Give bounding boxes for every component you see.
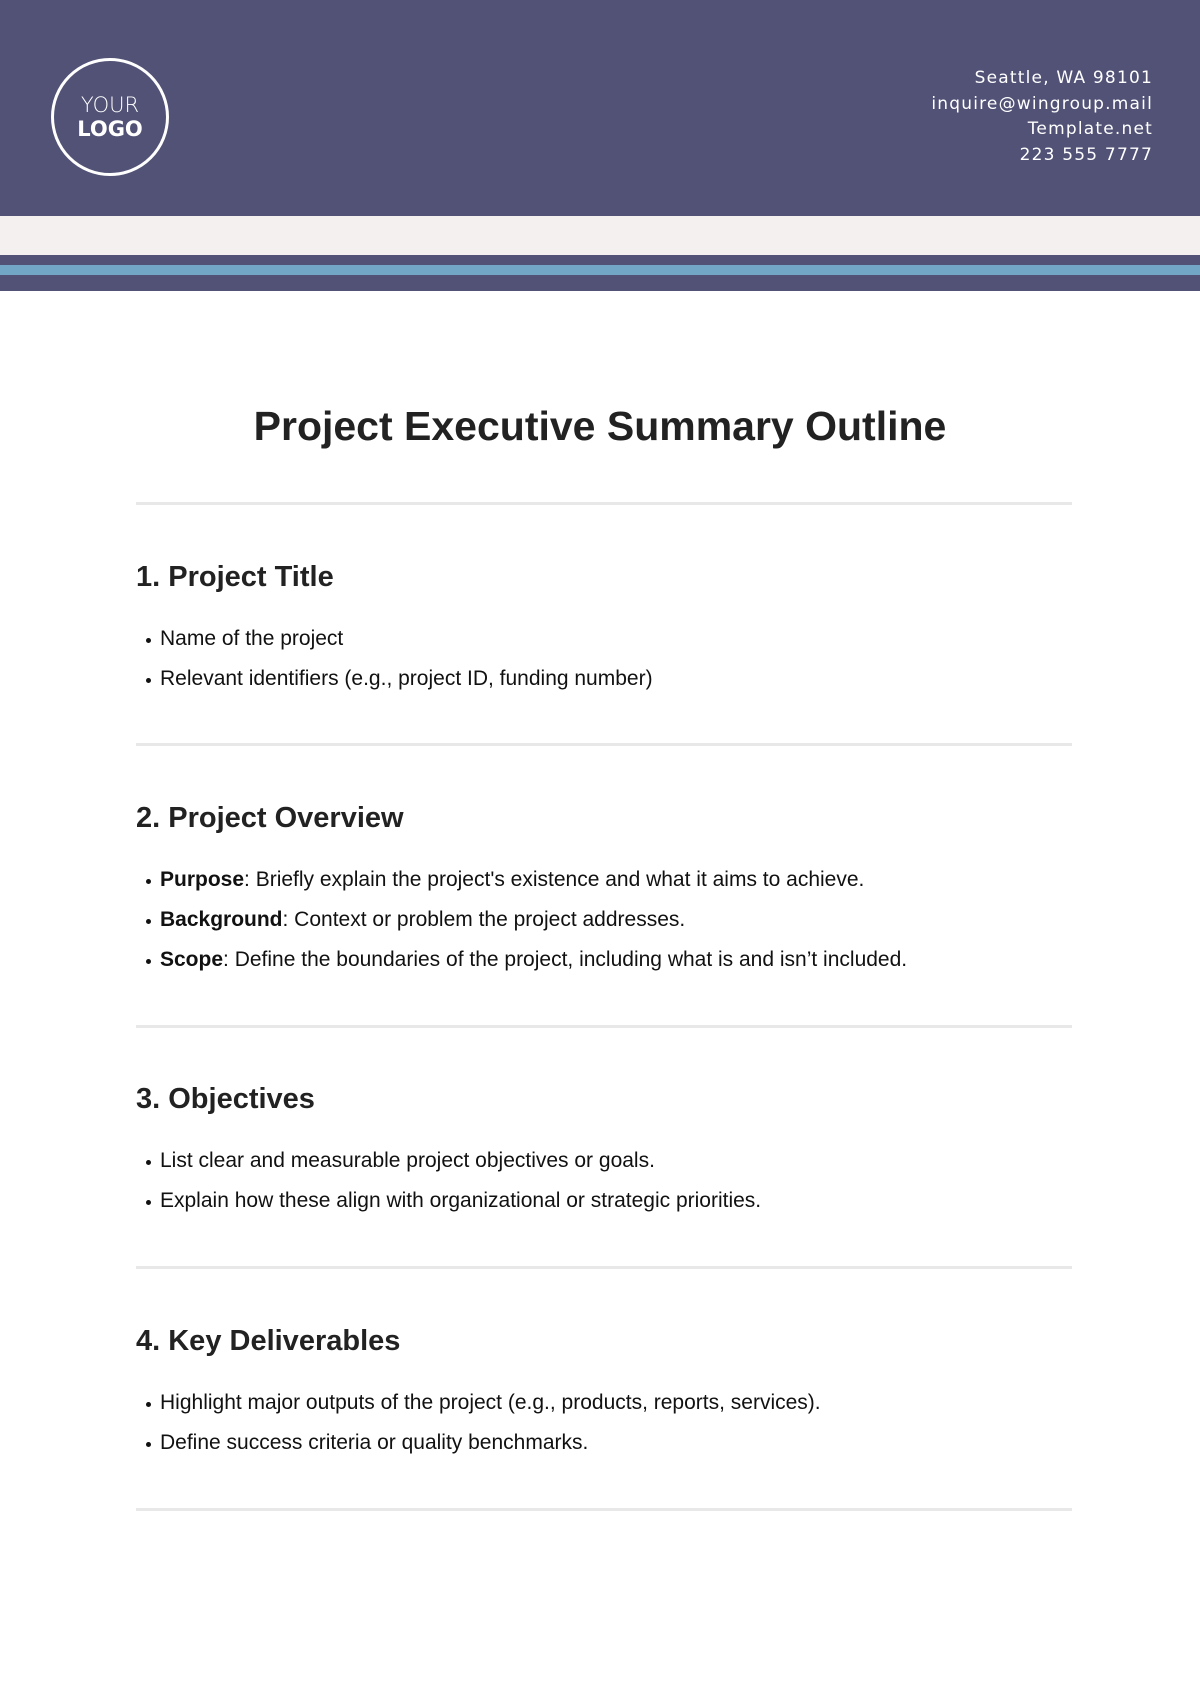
- section-heading: 2. Project Overview: [136, 802, 404, 834]
- header-band: [0, 216, 1200, 255]
- website: Template.net: [1027, 119, 1153, 139]
- divider: [136, 1266, 1072, 1269]
- section-heading: 1. Project Title: [136, 561, 334, 593]
- list-item: [136, 900, 1072, 940]
- list-item: [136, 1423, 1072, 1463]
- logo-line1: YOUR: [80, 93, 140, 117]
- list-item: [136, 940, 1072, 980]
- phone: 223 555 7777: [1019, 144, 1153, 165]
- item-text: Highlight major outputs of the project (e.g., products, reports, services).: [160, 1391, 821, 1414]
- section-key-deliverables: [136, 1323, 1072, 1463]
- item-text: Relevant identifiers (e.g., project ID, funding number): [160, 667, 653, 690]
- section-project-overview: [136, 800, 1072, 980]
- divider: [136, 743, 1072, 746]
- divider: [136, 1508, 1072, 1511]
- item-text: : Define the boundaries of the project, including what is and isn’t included.: [223, 948, 908, 971]
- divider: [136, 1025, 1072, 1028]
- header-stripe-blue: [0, 265, 1200, 275]
- item-label: Scope: [160, 948, 224, 971]
- item-text: List clear and measurable project objectives or goals.: [160, 1149, 655, 1172]
- item-label: Purpose: [160, 868, 245, 891]
- section-objectives: [136, 1081, 1072, 1221]
- list-item: [136, 659, 1072, 699]
- item-text: Explain how these align with organizational or strategic priorities.: [160, 1189, 762, 1212]
- item-text: : Context or problem the project addresses.: [282, 908, 686, 931]
- address: Seattle, WA 98101: [974, 68, 1153, 88]
- list-item: [136, 860, 1072, 900]
- page-title: Project Executive Summary Outline: [253, 403, 947, 449]
- email: inquire@wingroup.mail: [931, 93, 1153, 114]
- item-text: Define success criteria or quality benchmarks.: [160, 1431, 589, 1454]
- item-label: Background: [160, 908, 283, 931]
- section-heading: 3. Objectives: [136, 1083, 315, 1115]
- letterhead: [0, 0, 1200, 216]
- list-item: [136, 619, 1072, 659]
- list-item: [136, 1383, 1072, 1423]
- item-text: : Briefly explain the project's existence and what it aims to achieve.: [244, 868, 865, 891]
- list-item: [136, 1181, 1072, 1221]
- list-item: [136, 1141, 1072, 1181]
- contact-info: [931, 66, 1153, 168]
- item-text: Name of the project: [160, 627, 344, 650]
- logo-line2: LOGO: [77, 117, 143, 141]
- section-heading: 4. Key Deliverables: [136, 1325, 401, 1357]
- divider: [136, 502, 1072, 505]
- logo: [51, 58, 169, 176]
- section-project-title: [136, 559, 1072, 699]
